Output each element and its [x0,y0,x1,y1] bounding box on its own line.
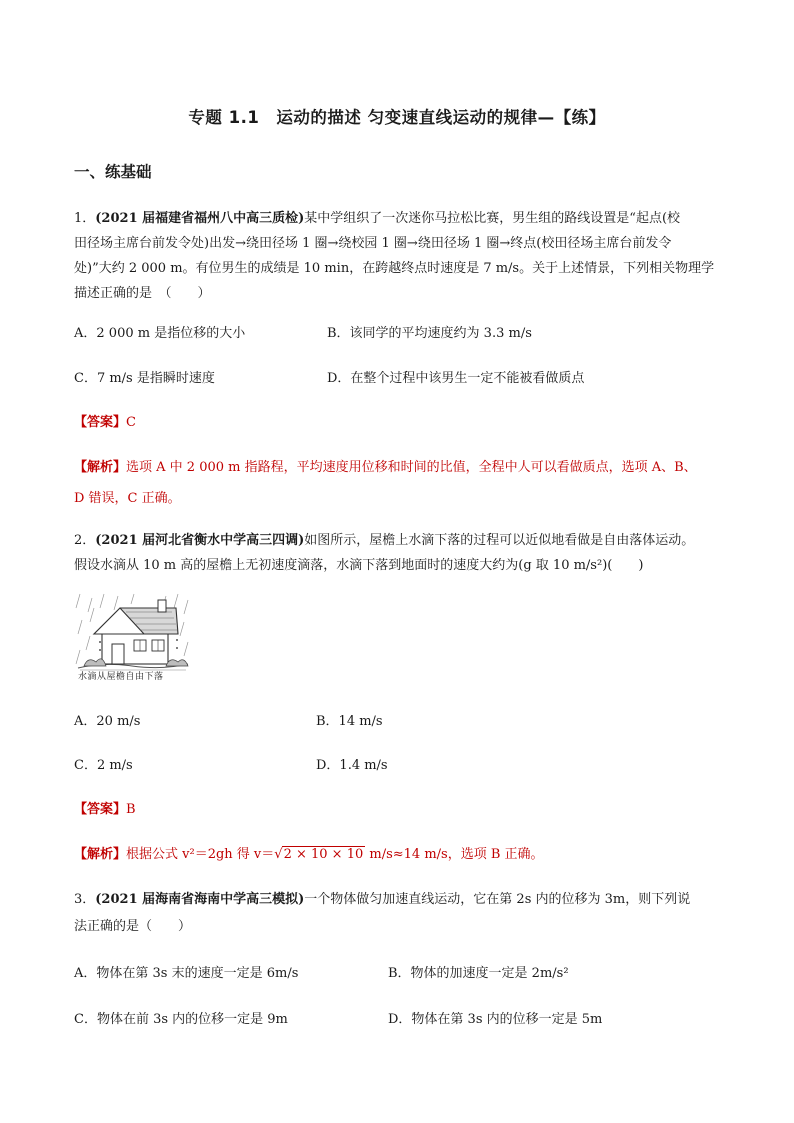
q2-analysis-pre: 根据公式 v²＝2gh 得 v＝ [126,847,275,862]
q1-stem-1: 某中学组织了一次迷你马拉松比赛，男生组的路线设置是“起点(校 [304,211,681,226]
q1-option-c: C．7 m/s 是指瞬时速度 [74,371,215,386]
q2-analysis [74,843,544,862]
q1-number: 1． [74,211,96,226]
illustration-caption: 水滴从屋檐自由下落 [78,672,164,682]
q1-analysis-text: 选项 A 中 2 000 m 指路程，平均速度用位移和时间的比值，全程中人可以看做质点，选项 A、B、 [126,460,697,475]
q2-number: 2． [74,533,96,548]
q2-option-c: C．2 m/s [74,758,133,773]
q1-answer [74,411,136,430]
q2-source: (2021 届河北省衡水中学高三四调) [95,533,305,548]
q2-line2: 假设水滴从 10 m 高的屋檐上无初速度滴落，水滴下落到地面时的速度大约为(g 取 10 m/s²)( ) [74,558,644,573]
q1-line3: 处)”大约 2 000 m。有位男生的成绩是 10 min，在跨越终点时速度是 7 m/s。关于上述情景，下列相关物理学 [74,261,715,276]
q1-option-d: D．在整个过程中该男生一定不能被看做质点 [327,371,585,386]
q1-source: (2021 届福建省福州八中高三质检) [95,211,305,226]
q1-answer-value: C [126,415,136,430]
q1-analysis-line1 [74,456,697,475]
q3-option-d: D．物体在第 3s 内的位移一定是 5m [388,1012,603,1027]
q3-option-b: B．物体的加速度一定是 2m/s² [388,966,569,981]
q3-line1 [74,888,690,907]
q3-option-a: A．物体在第 3s 末的速度一定是 6m/s [74,966,299,981]
q1-option-b: B．该同学的平均速度约为 3.3 m/s [327,326,532,341]
page-title: 专题 1.1 运动的描述 匀变速直线运动的规律—【练】 [188,108,606,127]
q2-analysis-post: m/s≈14 m/s，选项 B 正确。 [365,847,544,862]
q3-option-c: C．物体在前 3s 内的位移一定是 9m [74,1012,288,1027]
q2-answer [74,798,136,817]
q3-line2: 法正确的是（ ） [74,919,192,934]
q3-stem-1: 一个物体做匀加速直线运动，它在第 2s 内的位移为 3m，则下列说 [304,892,691,907]
q2-analysis-radicand: 2 × 10 × 10 [283,847,364,862]
q1-line2: 田径场主席台前发令处)出发→绕田径场 1 圈→绕校园 1 圈→绕田径场 1 圈→终点(校田径场主席台前发令 [74,236,672,251]
q1-line1 [74,207,680,226]
q3-number: 3． [74,892,96,907]
section-heading: 一、练基础 [74,163,152,181]
q3-source: (2021 届海南省海南中学高三模拟) [95,892,305,907]
q2-option-d: D．1.4 m/s [316,758,388,773]
q1-answer-label: 【答案】 [74,415,127,430]
q2-option-b: B．14 m/s [316,714,383,729]
sqrt-sign: √ [274,847,283,862]
q2-line1 [74,529,694,548]
q2-answer-label: 【答案】 [74,802,127,817]
q1-analysis-label: 【解析】 [74,460,127,475]
q1-option-a: A．2 000 m 是指位移的大小 [74,326,246,341]
q1-analysis-line2: D 错误，C 正确。 [74,491,181,506]
q1-line4: 描述正确的是 （ ） [74,286,211,301]
q2-option-a: A．20 m/s [74,714,141,729]
q2-answer-value: B [126,802,136,817]
q2-stem-1: 如图所示，屋檐上水滴下落的过程可以近似地看做是自由落体运动。 [304,533,695,548]
q2-analysis-label: 【解析】 [74,847,127,862]
